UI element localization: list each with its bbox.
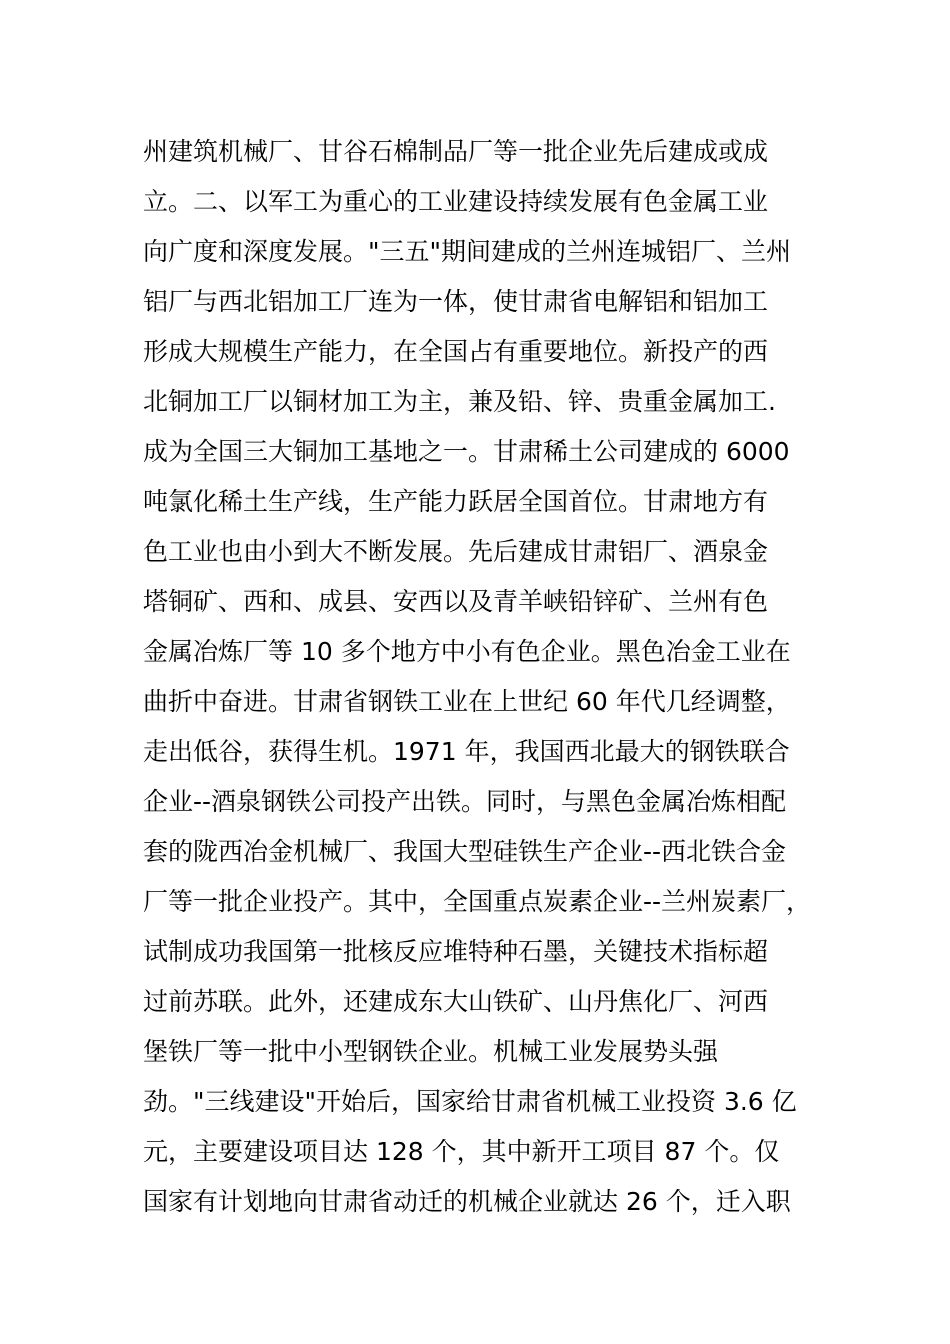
text-line: 企业--酒泉钢铁公司投产出铁。同时，与黑色金属冶炼相配 (143, 787, 787, 816)
text-line: 过前苏联。此外，还建成东大山铁矿、山丹焦化厂、河西 (143, 987, 769, 1016)
body-text (143, 130, 823, 1230)
text-line: 曲折中奋进。甘肃省钢铁工业在上世纪 60 年代几经调整， (143, 687, 791, 716)
text-line: 套的陇西冶金机械厂、我国大型硅铁生产企业--西北铁合金 (143, 837, 787, 866)
text-line: 色工业也由小到大不断发展。先后建成甘肃铝厂、酒泉金 (143, 537, 769, 566)
text-line: 试制成功我国第一批核反应堆特种石墨，关键技术指标超 (143, 937, 769, 966)
text-line: 塔铜矿、西和、成县、安西以及青羊峡铅锌矿、兰州有色 (143, 587, 769, 616)
text-line: 劲。"三线建设"开始后，国家给甘肃省机械工业投资 3.6 亿 (143, 1087, 797, 1116)
text-line: 厂等一批企业投产。其中，全国重点炭素企业--兰州炭素厂， (143, 887, 812, 916)
text-line: 铝厂与西北铝加工厂连为一体，使甘肃省电解铝和铝加工 (143, 287, 769, 316)
text-line: 国家有计划地向甘肃省动迁的机械企业就达 26 个，迁入职 (143, 1187, 791, 1216)
text-line: 形成大规模生产能力，在全国占有重要地位。新投产的西 (143, 337, 769, 366)
text-line: 立。二、以军工为重心的工业建设持续发展有色金属工业 (143, 187, 769, 216)
text-line: 元，主要建设项目达 128 个，其中新开工项目 87 个。仅 (143, 1137, 780, 1166)
text-line: 北铜加工厂以铜材加工为主，兼及铅、锌、贵重金属加工. (143, 387, 776, 416)
text-line: 走出低谷，获得生机。1971 年，我国西北最大的钢铁联合 (143, 737, 790, 766)
text-line: 成为全国三大铜加工基地之一。甘肃稀土公司建成的 6000 (143, 437, 790, 466)
text-line: 吨氯化稀土生产线，生产能力跃居全国首位。甘肃地方有 (143, 487, 769, 516)
text-line: 金属冶炼厂等 10 多个地方中小有色企业。黑色冶金工业在 (143, 637, 791, 666)
text-line: 堡铁厂等一批中小型钢铁企业。机械工业发展势头强 (143, 1037, 719, 1066)
text-line: 向广度和深度发展。"三五"期间建成的兰州连城铝厂、兰州 (143, 237, 792, 266)
text-line: 州建筑机械厂、甘谷石棉制品厂等一批企业先后建成或成 (143, 137, 769, 166)
